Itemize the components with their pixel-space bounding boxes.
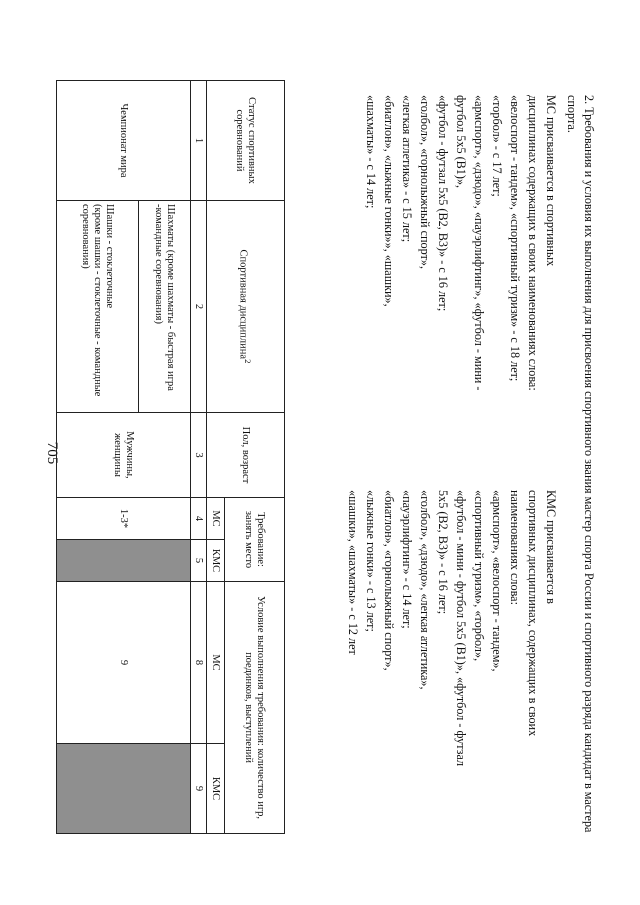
text-line: МС присваивается в спортивных <box>544 95 558 267</box>
text-line: «биатлон», «горнолыжный спорт», <box>382 490 396 671</box>
text-line: «футбол - мини - футбол 5x5 (B1)», «футбол - футзал <box>454 490 468 767</box>
table-header-row <box>225 81 285 834</box>
table-numbering-row <box>191 81 207 834</box>
checkers-note: (кроме шашки - стоклеточные - командные соревнования) <box>80 204 104 397</box>
text-line: «голбол», «горнолыжный спорт», <box>418 95 432 270</box>
header-status: Статус спортивных соревнований <box>207 81 285 201</box>
cell-place-kms-shaded <box>57 540 191 582</box>
col-number: 1 <box>191 81 207 201</box>
requirements-table <box>56 80 285 834</box>
text-line: «голбол», «дзюдо», «легкая атлетика», <box>418 490 432 690</box>
text-line: «армспорт», «велоспорт - тандем», <box>490 490 504 672</box>
header-condition: Условие выполнения требования: количество игр, поединков, выступлений <box>225 582 285 834</box>
cell-condition-kms-shaded <box>57 744 191 834</box>
text-line: 5x5 (B2, B3)» - с 16 лет; <box>436 490 450 615</box>
cell-condition-ms: 9 <box>57 582 191 744</box>
subheader-kms: КМС <box>207 540 225 582</box>
subheader-ms-games: МС <box>207 582 225 744</box>
text-line: «спортивный туризм», «торбол», <box>472 490 486 662</box>
header-discipline <box>207 201 285 413</box>
text-line: «торбол» - с 17 лет; <box>490 95 504 197</box>
col-number: 4 <box>191 498 207 540</box>
header-gender-age: Пол, возраст <box>207 413 285 498</box>
cell-place-ms: 1-3* <box>57 498 191 540</box>
subheader-kms-games: КМС <box>207 744 225 834</box>
text-line: «армспорт», «дзюдо», «пауэрлифтинг», «футбол - мини - <box>472 95 486 391</box>
text-line: футбол 5x5 (B1)», <box>454 95 468 189</box>
cell-gender: Мужчины, женщины <box>57 413 191 498</box>
text-line: КМС присваивается в <box>544 490 558 604</box>
text-line: «футбол - футзал 5x5 (B2, B3)» - с 16 лет; <box>436 95 450 312</box>
checkers-title: Шашки - стоклеточные <box>104 204 116 309</box>
text-line: «биатлон», «лыжные гонки»», «шашки», <box>382 95 396 307</box>
text-line: «шахматы» - с 14 лет; <box>364 95 378 209</box>
text-line: наименованиях слова: <box>508 490 522 605</box>
subheader-ms: МС <box>207 498 225 540</box>
page-number: 705 <box>44 441 60 465</box>
kms-requirements-text <box>344 490 560 820</box>
section-heading: 2. Требования и условия их выполнения для присвоения спортивного звания мастер спорта России и спортивного разряда кандидат в мастера спорта. <box>565 95 596 833</box>
header-place: Требование: занять место <box>225 498 285 582</box>
cell-discipline-chess: Шахматы (кроме шахматы - быстрая игра -командные соревнования) <box>139 201 191 413</box>
text-line: «легкая атлетика» - с 15 лет; <box>400 95 414 243</box>
col-number: 3 <box>191 413 207 498</box>
col-number: 8 <box>191 582 207 744</box>
cell-status: Чемпионат мира <box>57 81 191 201</box>
text-line: спортивных дисциплинах, содержащих в своих <box>526 490 540 737</box>
col-number: 5 <box>191 540 207 582</box>
col-number: 9 <box>191 744 207 834</box>
col-number: 2 <box>191 201 207 413</box>
text-line: дисциплинах содержащих в своих наименованиях слова: <box>526 95 540 391</box>
table-row <box>139 81 191 834</box>
header-discipline-text: Спортивная дисциплина <box>237 249 249 360</box>
text-line: «велоспорт - тандем», «спортивный туризм» - с 18 лет; <box>508 95 522 382</box>
footnote-mark: 2 <box>243 359 254 364</box>
text-line: «шашки», «шахматы» - с 12 лет <box>346 490 360 655</box>
cell-discipline-checkers <box>57 201 139 413</box>
text-line: «лыжные гонки» - с 13 лет; <box>364 490 378 632</box>
ms-requirements-text <box>362 95 560 465</box>
text-line: «пауэрлифтинг» - с 14 лет; <box>400 490 414 629</box>
